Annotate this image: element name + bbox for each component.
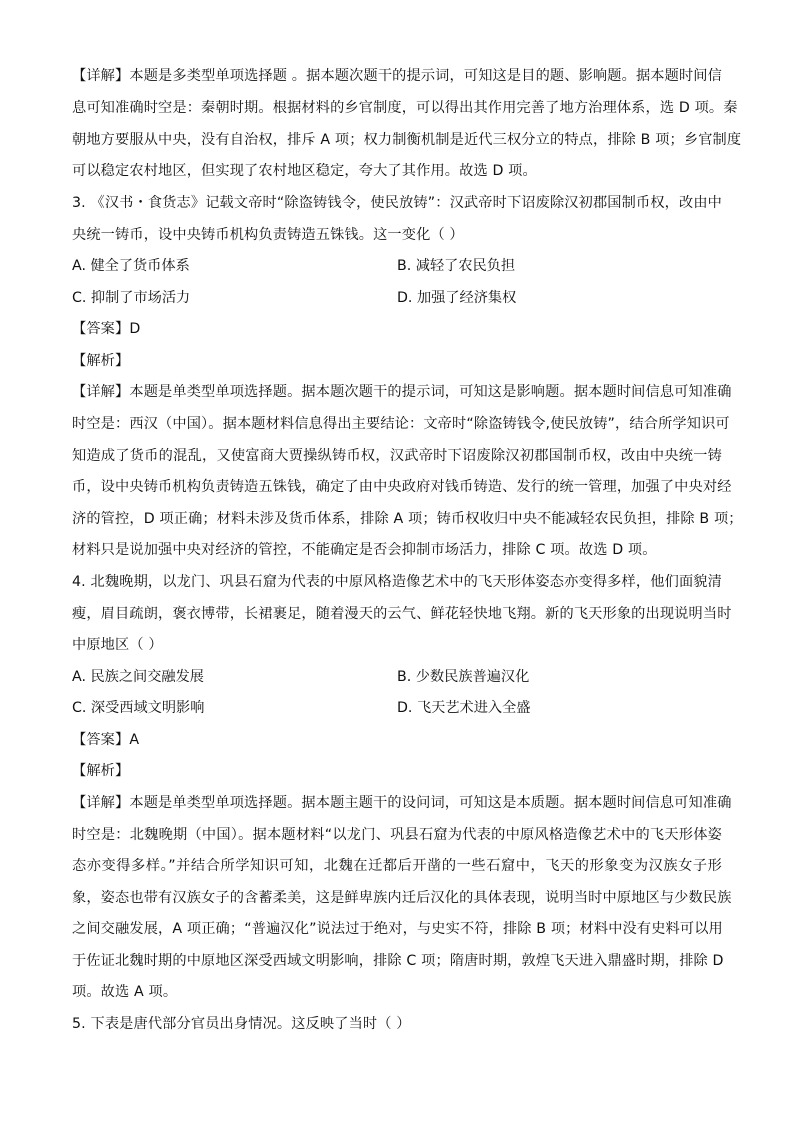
q3-explain-line-5: 济的管控，D 项正确；材料未涉及货币体系，排除 A 项；铸币权收归中央不能减轻农民负担，排除 B 项； [72, 511, 743, 527]
q4-option-b: B. 少数民族普遍汉化 [397, 669, 530, 685]
q2-explain-line-1: 【详解】本题是多类型单项选择题 。据本题次题干的提示词，可知这是目的题、影响题。据本题时间信 [72, 68, 722, 84]
q3-explain-line-1: 【详解】本题是单类型单项选择题。据本题次题干的提示词，可知这是影响题。据本题时间信息可知准确 [72, 384, 732, 400]
q4-analysis-label: 【解析】 [72, 763, 130, 779]
q3-option-c: C. 抑制了市场活力 [72, 290, 191, 306]
q4-explain-line-6: 于佐证北魏时期的中原地区深受西域文明影响，排除 C 项；隋唐时期，敦煌飞天进入鼎盛时期，排除 D [72, 953, 724, 969]
q4-stem-line-3: 中原地区（ ） [72, 637, 163, 653]
q3-explain-line-4: 币，设中央铸币机构负责铸造五铢钱，确定了由中央政府对钱币铸造、发行的统一管理，加强了中央对经 [72, 479, 732, 495]
q3-answer: 【答案】D [72, 321, 141, 337]
q3-option-b: B. 减轻了农民负担 [397, 258, 516, 274]
q3-explain-line-2: 时空是：西汉（中国）。据本题材料信息得出主要结论：文帝时“除盗铸钱令,使民放铸”，结合所学知识可 [72, 416, 730, 432]
q4-stem-line-2: 瘦，眉目疏朗，褒衣博带，长裙裹足，随着漫天的云气、鲜花轻快地飞翔。新的飞天形象的出现说明当时 [72, 606, 732, 622]
q4-explain-line-3: 态亦变得多样。”并结合所学知识可知，北魏在迁都后开凿的一些石窟中，飞天的形象变为汉族女子形 [72, 858, 722, 874]
q3-explain-line-6: 材料只是说加强中央对经济的管控，不能确定是否会抑制市场活力，排除 C 项。故选 D 项。 [72, 542, 657, 558]
q4-option-a: A. 民族之间交融发展 [72, 669, 204, 685]
q4-stem-line-1: 4. 北魏晚期，以龙门、巩县石窟为代表的中原风格造像艺术中的飞天形体姿态亦变得多样，他们面貌清 [72, 574, 722, 590]
q2-explain-line-2: 息可知准确时空是：秦朝时期。根据材料的乡官制度，可以得出其作用完善了地方治理体系，选 D 项。秦 [72, 100, 738, 116]
q4-explain-line-4: 象，姿态也带有汉族女子的含蓄柔美，这是鲜卑族内迁后汉化的具体表现，说明当时中原地区与少数民族 [72, 890, 732, 906]
q4-explain-line-2: 时空是：北魏晚期（中国）。据本题材料“以龙门、巩县石窟为代表的中原风格造像艺术中的飞天形体姿 [72, 827, 722, 843]
q3-analysis-label: 【解析】 [72, 353, 130, 369]
q4-answer: 【答案】A [72, 732, 140, 748]
q3-stem-line-1: 3. 《汉书・食货志》记载文帝时“除盗铸钱令，使民放铸”：汉武帝时下诏废除汉初郡国制币权，改由中 [72, 195, 723, 211]
q4-option-d: D. 飞天艺术进入全盛 [397, 700, 531, 716]
q3-stem-line-2: 央统一铸币，设中央铸币机构负责铸造五铢钱。这一变化（ ） [72, 227, 464, 243]
q2-explain-line-4: 可以稳定农村地区，但实现了农村地区稳定，夸大了其作用。故选 D 项。 [72, 163, 537, 179]
q3-option-d: D. 加强了经济集权 [397, 290, 517, 306]
q2-explain-line-3: 朝地方要服从中央，没有自治权，排斥 A 项；权力制衡机制是近代三权分立的特点，排除 B 项；乡官制度 [72, 132, 742, 148]
q3-explain-line-3: 知造成了货币的混乱，又使富商大贾操纵铸币权，汉武帝时下诏废除汉初郡国制币权，改由中央统一铸 [72, 448, 722, 464]
q4-option-c: C. 深受西域文明影响 [72, 700, 205, 716]
q4-explain-line-7: 项。故选 A 项。 [72, 984, 178, 1000]
q4-explain-line-5: 之间交融发展，A 项正确；“普遍汉化”说法过于绝对，与史实不符，排除 B 项；材料中没有史料可以用 [72, 921, 723, 937]
q5-stem: 5. 下表是唐代部分官员出身情况。这反映了当时（ ） [72, 1016, 411, 1032]
q3-option-a: A. 健全了货币体系 [72, 258, 190, 274]
q4-explain-line-1: 【详解】本题是单类型单项选择题。据本题主题干的设问词，可知这是本质题。据本题时间信息可知准确 [72, 795, 732, 811]
